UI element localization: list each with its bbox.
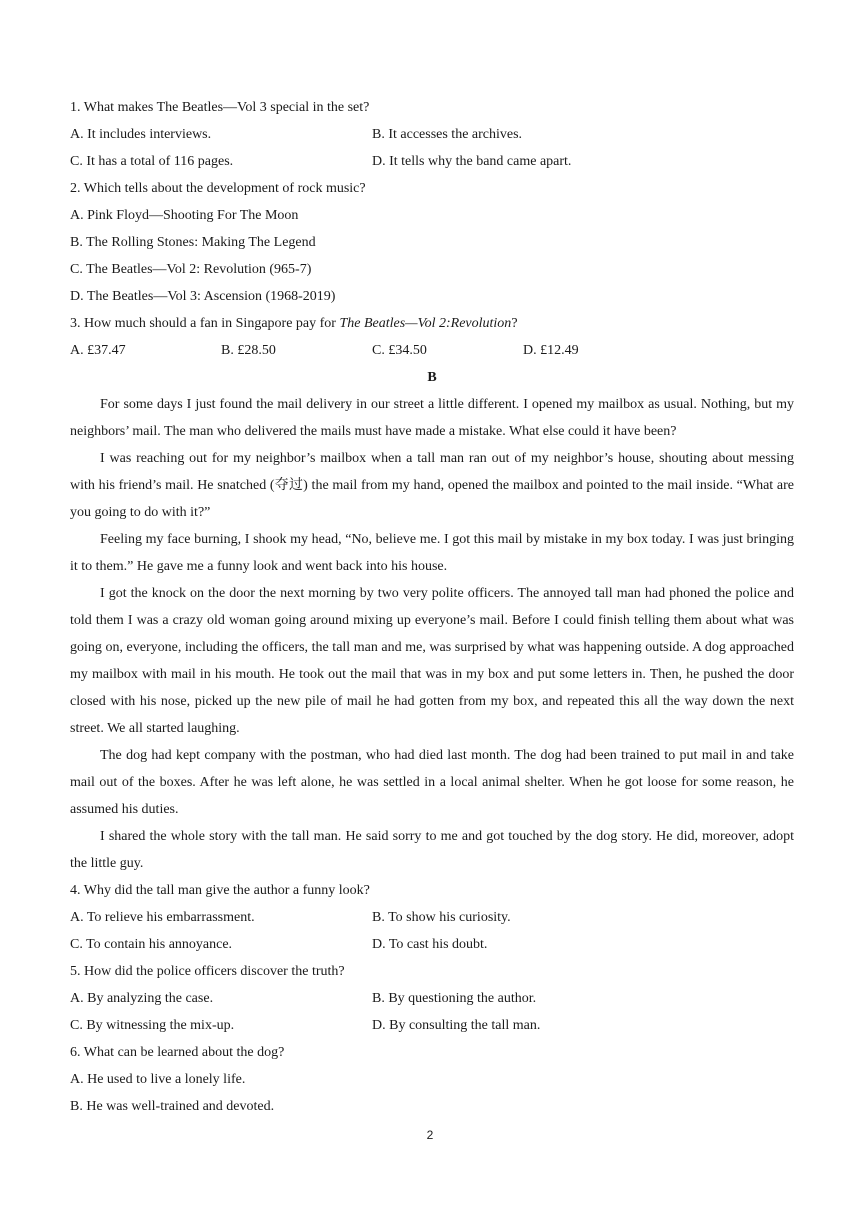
question-3-options-row	[70, 337, 794, 364]
question-4-option-a: A. To relieve his embarrassment.	[70, 910, 255, 925]
question-1-options-row-1	[70, 121, 794, 148]
question-1: 1. What makes The Beatles—Vol 3 special in the set?	[70, 100, 370, 115]
question-4-option-d: D. To cast his doubt.	[372, 937, 488, 952]
question-2-option-a: A. Pink Floyd—Shooting For The Moon	[70, 208, 299, 223]
question-5-option-b: B. By questioning the author.	[372, 991, 537, 1006]
question-1-option-a: A. It includes interviews.	[70, 127, 212, 142]
passage-paragraph-6: I shared the whole story with the tall man. He said sorry to me and got touched by the dog story. He did, moreover, adopt the little guy.	[70, 829, 794, 871]
passage-paragraph-5: The dog had kept company with the postman, who had died last month. The dog had been trained to put mail in and take mail out of the boxes. After he was left alone, he was settled in a local animal shelter. When he got loose for some reason, he assumed his duties.	[70, 748, 794, 817]
question-2-option-b: B. The Rolling Stones: Making The Legend	[70, 235, 316, 250]
question-1-option-d: D. It tells why the band came apart.	[372, 154, 572, 169]
question-3-title: The Beatles—Vol 2:Revolution	[339, 316, 512, 331]
question-4-option-c: C. To contain his annoyance.	[70, 937, 233, 952]
document-page	[70, 94, 794, 1120]
passage-paragraph-1: For some days I just found the mail delivery in our street a little different. I opened my mailbox as usual. Nothing, but my neighbors’ mail. The man who delivered the mails must have made a mistake. What else could it have been?	[70, 397, 794, 439]
question-5-option-c: C. By witnessing the mix-up.	[70, 1018, 235, 1033]
question-3-option-c: C. £34.50	[372, 343, 427, 358]
question-4: 4. Why did the tall man give the author a funny look?	[70, 883, 370, 898]
question-1-option-c: C. It has a total of 116 pages.	[70, 154, 234, 169]
question-2-option-c: C. The Beatles—Vol 2: Revolution (965-7)	[70, 262, 312, 277]
question-3-option-b: B. £28.50	[221, 343, 276, 358]
passage-paragraph-4: I got the knock on the door the next morning by two very polite officers. The annoyed tall man had phoned the police and told them I was a crazy old woman going around mixing up everyone’s mail. Before I could finish telling them about what was going on, everyone, including the officers, the tall man and me, was surprised by what was happening outside. A dog approached my mailbox with mail in his mouth. He took out the mail that was in my box and put some letters in. Then, he pushed the door closed with his nose, picked up the new pile of mail he had gotten from my box, and repeated this all the way down the next street. We all started laughing.	[70, 586, 794, 736]
question-3-text-start: 3. How much should a fan in Singapore pay for	[70, 316, 340, 331]
section-heading: B	[427, 370, 437, 385]
question-5: 5. How did the police officers discover the truth?	[70, 964, 345, 979]
question-5-option-a: A. By analyzing the case.	[70, 991, 214, 1006]
page-number: 2	[426, 1128, 434, 1142]
question-5-options-row-1	[70, 985, 794, 1012]
question-5-options-row-2	[70, 1012, 794, 1039]
question-5-option-d: D. By consulting the tall man.	[372, 1018, 541, 1033]
question-4-options-row-2	[70, 931, 794, 958]
question-3-option-a: A. £37.47	[70, 343, 126, 358]
question-6-option-a: A. He used to live a lonely life.	[70, 1072, 246, 1087]
question-2-option-d: D. The Beatles—Vol 3: Ascension (1968-2019)	[70, 289, 336, 304]
question-1-option-b: B. It accesses the archives.	[372, 127, 523, 142]
question-3	[70, 310, 794, 337]
question-3-option-d: D. £12.49	[523, 343, 579, 358]
question-3-text-end: ?	[511, 316, 518, 331]
passage-paragraph-3: Feeling my face burning, I shook my head, “No, believe me. I got this mail by mistake in my box today. I was just bringing it to them.” He gave me a funny look and went back into his house.	[70, 532, 794, 574]
question-6: 6. What can be learned about the dog?	[70, 1045, 285, 1060]
question-1-options-row-2	[70, 148, 794, 175]
question-4-option-b: B. To show his curiosity.	[372, 910, 511, 925]
question-6-option-b: B. He was well-trained and devoted.	[70, 1099, 275, 1114]
question-4-options-row-1	[70, 904, 794, 931]
question-2: 2. Which tells about the development of rock music?	[70, 181, 366, 196]
passage-paragraph-2: I was reaching out for my neighbor’s mailbox when a tall man ran out of my neighbor’s house, shouting about messing with his friend’s mail. He snatched (夺过) the mail from my hand, opened the mailbox and pointed to the mail inside. “What are you going to do with it?”	[70, 451, 794, 520]
